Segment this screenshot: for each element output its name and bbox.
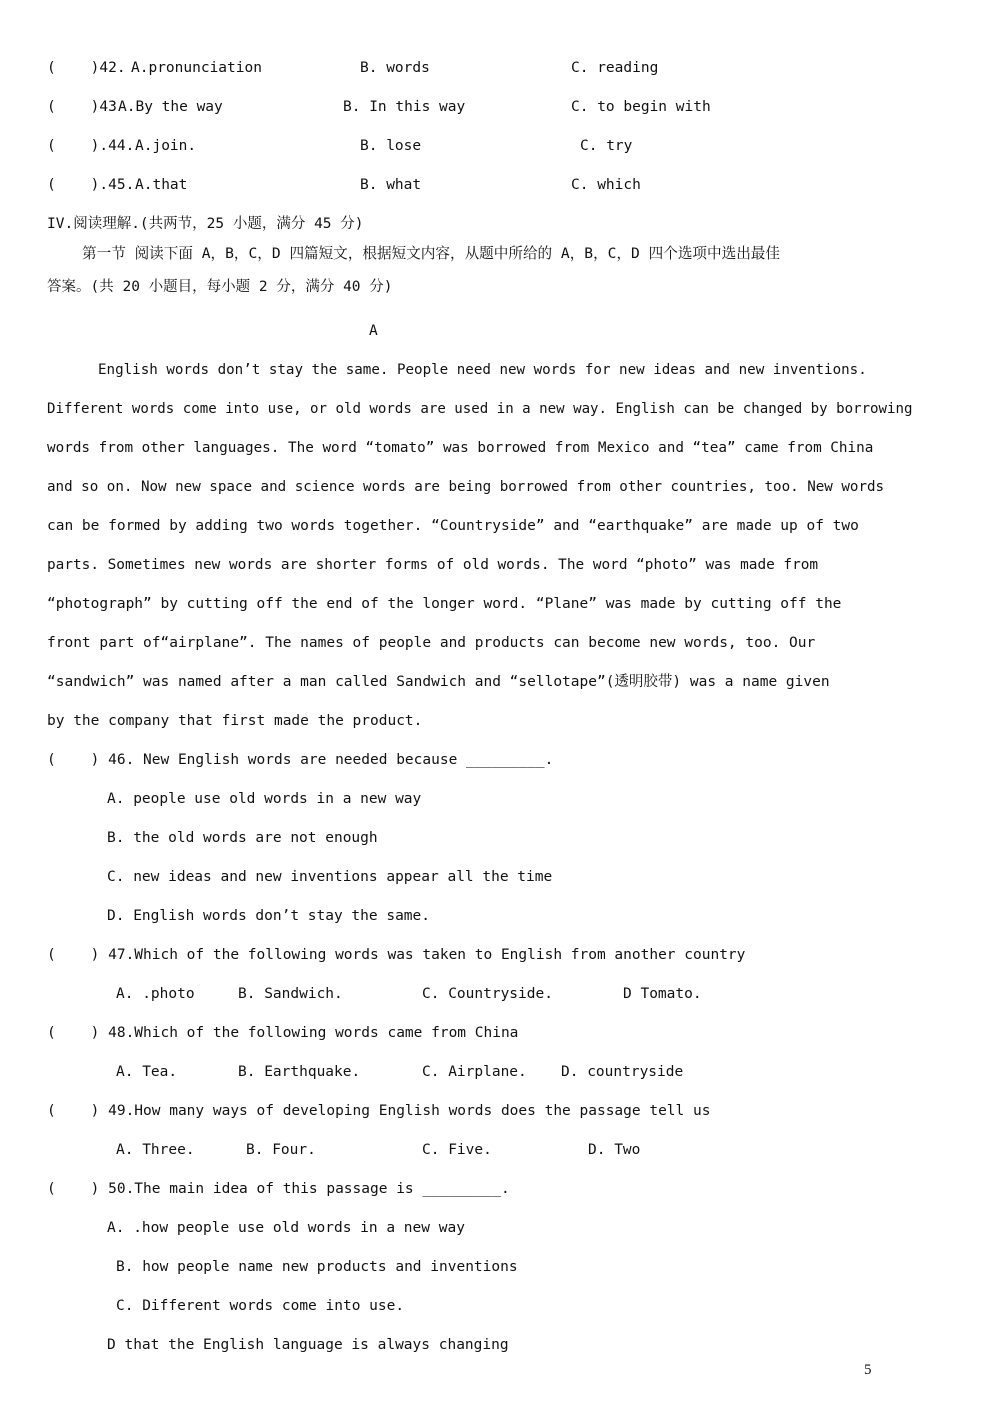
option-d: D Tomato. — [623, 986, 702, 1002]
option-c: C. Different words come into use. — [116, 1298, 405, 1314]
question-number: ( ).45. — [47, 177, 135, 193]
question-number: ( )43 — [47, 99, 117, 115]
question-stem: ( ) 46. New English words are needed because _________. — [47, 752, 554, 768]
option-a: A.join. — [135, 138, 197, 154]
option-b: B. lose — [360, 138, 422, 154]
option-c: C. Airplane. — [422, 1064, 527, 1080]
passage-line: “sandwich” was named after a man called Sandwich and “sellotape”(透明胶带) was a name given — [47, 674, 830, 690]
option-b: B. words — [360, 60, 430, 76]
passage-label: A — [369, 323, 378, 339]
option-a: A.that — [135, 177, 188, 193]
option-b: B. Sandwich. — [238, 986, 343, 1002]
option-c: C. try — [580, 138, 633, 154]
option-c: C. Countryside. — [422, 986, 553, 1002]
question-stem: ( ) 50.The main idea of this passage is _________. — [47, 1181, 510, 1197]
option-c: C. reading — [571, 60, 659, 76]
option-c: C. which — [571, 177, 641, 193]
option-c: C. new ideas and new inventions appear all the time — [107, 869, 553, 885]
option-a: A. Tea. — [116, 1064, 178, 1080]
passage-line: by the company that first made the product. — [47, 713, 423, 729]
option-c: C. to begin with — [571, 99, 711, 115]
passage-line: “photograph” by cutting off the end of the longer word. “Plane” was made by cutting off the — [47, 596, 842, 612]
question-stem: ( ) 47.Which of the following words was taken to English from another country — [47, 947, 746, 963]
option-b: B. what — [360, 177, 422, 193]
option-c: C. Five. — [422, 1142, 492, 1158]
option-b: B. how people name new products and inventions — [116, 1259, 518, 1275]
question-number: ( ).44. — [47, 138, 135, 154]
option-a: A. .how people use old words in a new way — [107, 1220, 465, 1236]
page-number: 5 — [864, 1362, 872, 1378]
option-a: A.pronunciation — [131, 60, 262, 76]
section-instructions-line-2: 答案。(共 20 小题目，每小题 2 分，满分 40 分) — [47, 279, 393, 295]
passage-line: words from other languages. The word “tomato” was borrowed from Mexico and “tea” came from China — [47, 440, 874, 456]
question-number: ( )42. — [47, 60, 126, 76]
passage-line: parts. Sometimes new words are shorter forms of old words. The word “photo” was made from — [47, 557, 819, 573]
passage-line: front part of“airplane”. The names of people and products can become new words, too. Our — [47, 635, 816, 651]
question-stem: ( ) 49.How many ways of developing English words does the passage tell us — [47, 1103, 711, 1119]
option-d: D that the English language is always changing — [107, 1337, 509, 1353]
option-a: A. Three. — [116, 1142, 195, 1158]
passage-line: and so on. Now new space and science words are being borrowed from other countries, too. New words — [47, 479, 885, 495]
section-title: IV.阅读理解.(共两节，25 小题，满分 45 分) — [47, 216, 364, 232]
option-b: B. In this way — [343, 99, 466, 115]
section-instructions-line-1: 第一节 阅读下面 A，B，C，D 四篇短文，根据短文内容，从题中所给的 A，B，C，D 四个选项中选出最佳 — [82, 245, 780, 262]
option-a: A.By the way — [118, 99, 223, 115]
passage-line: English words don’t stay the same. People need new words for new ideas and new inventions. — [98, 362, 867, 378]
option-d: D. English words don’t stay the same. — [107, 908, 431, 924]
option-b: B. Four. — [246, 1142, 316, 1158]
passage-line: Different words come into use, or old words are used in a new way. English can be changed by borrowing — [47, 401, 913, 417]
option-b: B. Earthquake. — [238, 1064, 361, 1080]
option-d: D. Two — [588, 1142, 641, 1158]
passage-line: can be formed by adding two words together. “Countryside” and “earthquake” are made up of two — [47, 518, 859, 534]
option-b: B. the old words are not enough — [107, 830, 378, 846]
option-d: D. countryside — [561, 1064, 684, 1080]
option-a: A. .photo — [116, 986, 195, 1002]
question-stem: ( ) 48.Which of the following words came from China — [47, 1025, 519, 1041]
option-a: A. people use old words in a new way — [107, 791, 422, 807]
